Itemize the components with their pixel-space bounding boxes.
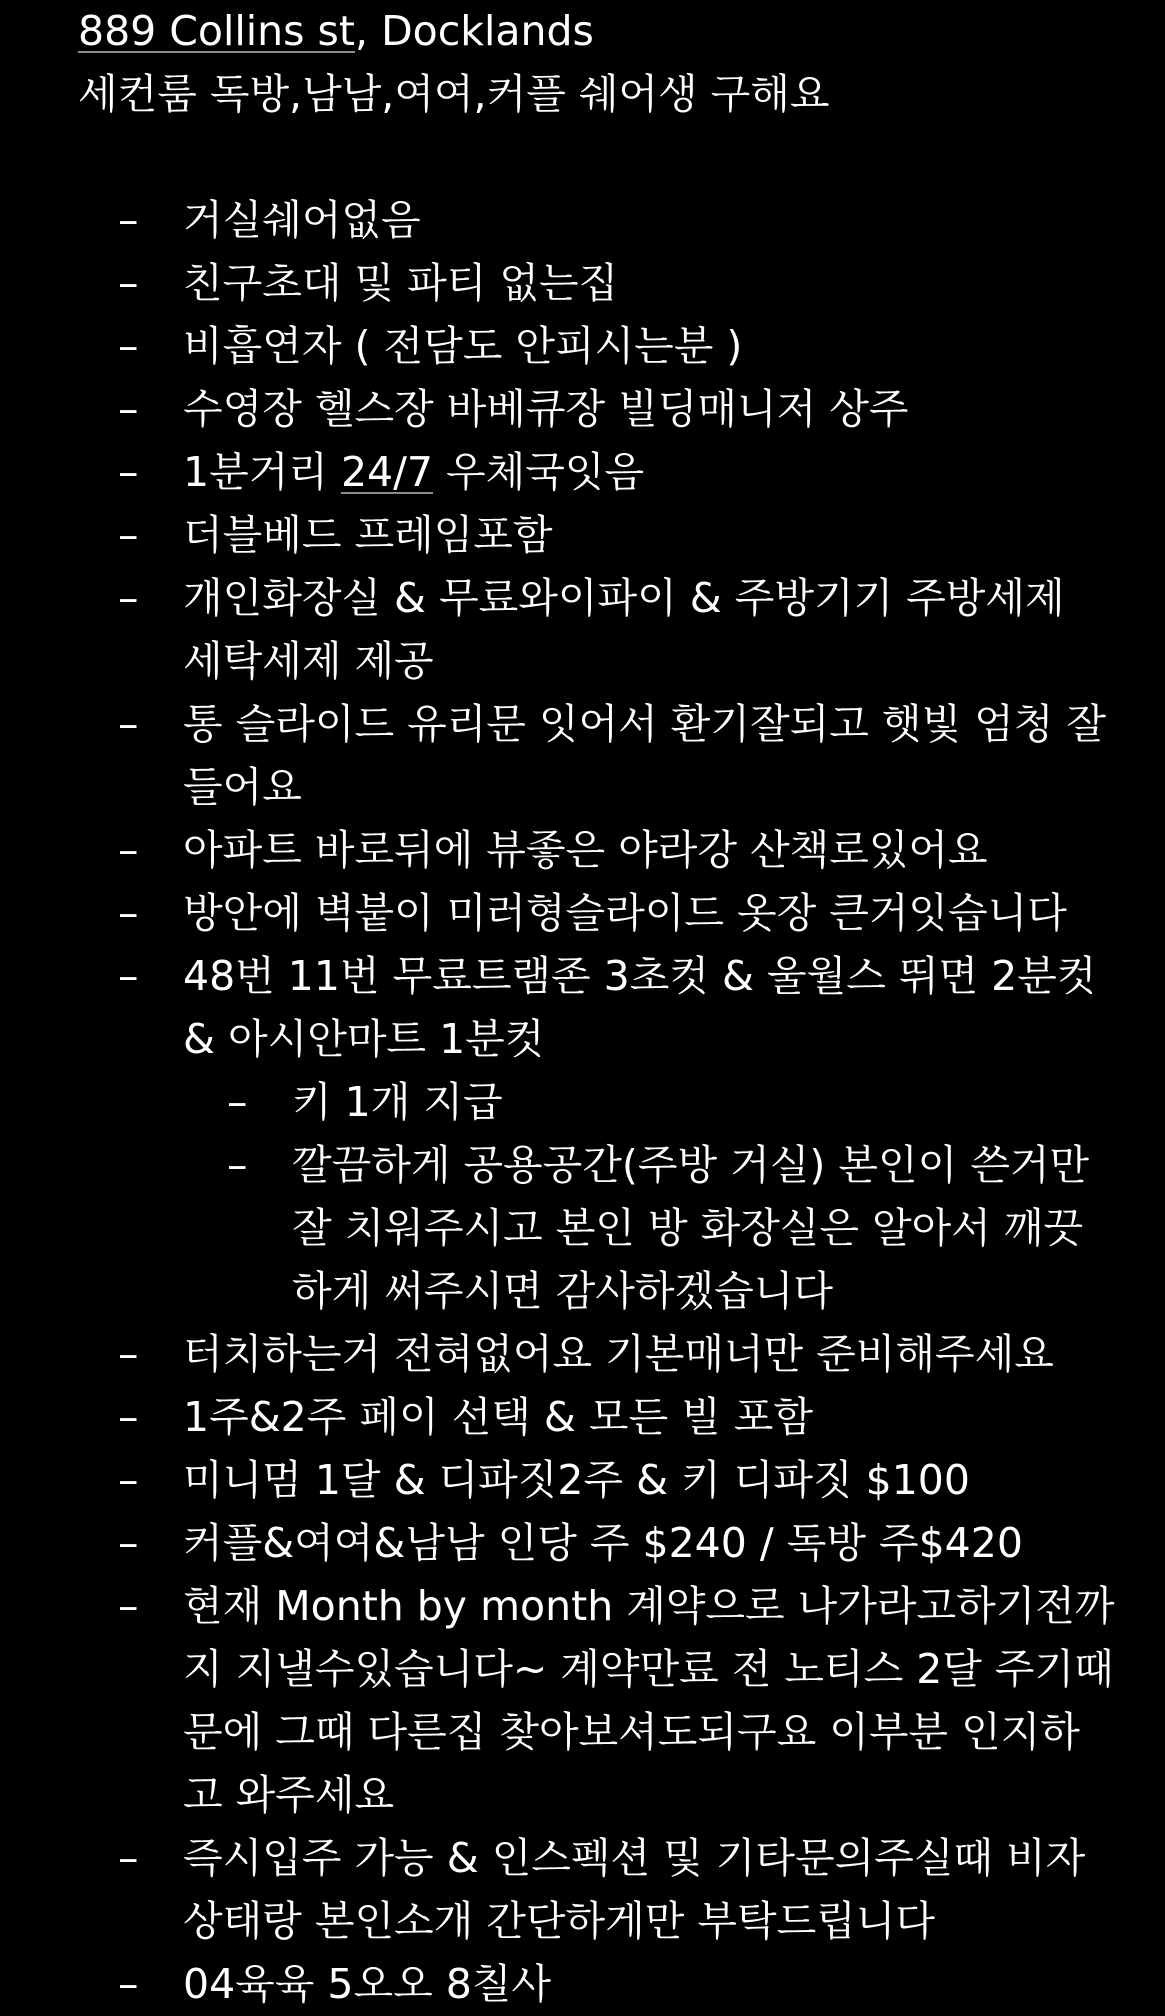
address-link[interactable]: 889 Collins st — [78, 7, 355, 55]
address-line — [78, 0, 1165, 63]
address-suburb: , Docklands — [355, 7, 594, 55]
list-subitem-key — [78, 1071, 1165, 1134]
list-item-text-post: 우체국잇음 — [433, 448, 645, 496]
list-item-text: 수영장 헬스장 바베큐장 빌딩매니저 상주 — [183, 385, 909, 433]
list-item-text: 키 1개 지급 — [292, 1078, 503, 1126]
dash-bullet: – — [118, 1834, 139, 1882]
dash-bullet: – — [118, 385, 139, 433]
list-item-text: 통 슬라이드 유리문 잇어서 환기잘되고 햇빛 엄청 잘들어요 — [183, 700, 1106, 811]
listing-subtitle: 세컨룸 독방,남남,여여,커플 쉐어생 구해요 — [78, 70, 830, 118]
list-item-text: 1주&2주 페이 선택 & 모든 빌 포함 — [183, 1393, 813, 1441]
dash-bullet: – — [118, 952, 139, 1000]
dash-bullet: – — [118, 1519, 139, 1567]
dash-bullet: – — [118, 322, 139, 370]
list-item-text: 깔끔하게 공용공간(주방 거실) 본인이 쓴거만 잘 치워주시고 본인 방 화장실은 알아서 깨끗하게 써주시면 감사하겠습니다 — [292, 1141, 1090, 1315]
list-item-move-in — [78, 1827, 1165, 1953]
list-item-manners — [78, 1323, 1165, 1386]
list-item-text: 방안에 벽붙이 미러형슬라이드 옷장 큰거잇습니다 — [183, 889, 1067, 937]
list-item-contact — [78, 1953, 1165, 2016]
dash-bullet: – — [118, 511, 139, 559]
list-item-no-parties — [78, 252, 1165, 315]
list-item-non-smoker — [78, 315, 1165, 378]
dash-bullet: – — [227, 1078, 248, 1126]
list-subitem-cleaning — [78, 1134, 1165, 1323]
list-item-text: 거실쉐어없음 — [183, 196, 421, 244]
list-item-text: 48번 11번 무료트램존 3초컷 & 울월스 뛰면 2분컷 & 아시안마트 1분컷 — [183, 952, 1097, 1063]
list-item-deposit — [78, 1449, 1165, 1512]
list-item-text: 아파트 바로뒤에 뷰좋은 야라강 산책로있어요 — [183, 826, 988, 874]
hours-link[interactable]: 24/7 — [340, 448, 434, 496]
dash-bullet: – — [118, 1330, 139, 1378]
dash-bullet: – — [118, 574, 139, 622]
list-item-double-bed — [78, 504, 1165, 567]
list-item-rent — [78, 1512, 1165, 1575]
dash-bullet: – — [118, 196, 139, 244]
list-item-no-living-share — [78, 189, 1165, 252]
list-item-facilities — [78, 378, 1165, 441]
dash-bullet: – — [118, 1393, 139, 1441]
list-item-text: 더블베드 프레임포함 — [183, 511, 553, 559]
list-item-post-office — [78, 441, 1165, 504]
list-item-text-pre: 1분거리 — [183, 448, 341, 496]
list-item-river-walk — [78, 819, 1165, 882]
list-item-text: 개인화장실 & 무료와이파이 & 주방기기 주방세제 세탁세제 제공 — [183, 574, 1065, 685]
dash-bullet: – — [118, 889, 139, 937]
list-item-text: 비흡연자 ( 전담도 안피시는분 ) — [183, 322, 743, 370]
dash-bullet: – — [118, 1960, 139, 2008]
list-item-sliding-door — [78, 693, 1165, 819]
dash-bullet: – — [118, 1582, 139, 1630]
list-item-text: 터치하는거 전혀없어요 기본매너만 준비해주세요 — [183, 1330, 1054, 1378]
list-item-contract — [78, 1575, 1165, 1827]
list-item-wardrobe — [78, 882, 1165, 945]
dash-bullet: – — [118, 259, 139, 307]
list-item-transport — [78, 945, 1165, 1071]
list-item-text: 친구초대 및 파티 없는집 — [183, 259, 619, 307]
list-item-text: 미니멈 1달 & 디파짓2주 & 키 디파짓 $100 — [183, 1456, 970, 1504]
dash-bullet: – — [118, 826, 139, 874]
dash-bullet: – — [118, 1456, 139, 1504]
details-list — [78, 189, 1165, 2016]
list-item-amenities — [78, 567, 1165, 693]
dash-bullet: – — [118, 700, 139, 748]
list-item-text: 즉시입주 가능 & 인스펙션 및 기타문의주실때 비자상태랑 본인소개 간단하게만 부탁드립니다 — [183, 1834, 1086, 1945]
list-item-payment — [78, 1386, 1165, 1449]
list-item-text: 현재 Month by month 계약으로 나가라고하기전까지 지낼수있습니다~ 계약만료 전 노티스 2달 주기때문에 그때 다른집 찾아보셔도되구요 이부분 인지하고 와주세요 — [183, 1582, 1115, 1819]
list-item-text: 커플&여여&남남 인당 주 $240 / 독방 주$420 — [183, 1519, 1023, 1567]
dash-bullet: – — [227, 1141, 248, 1189]
dash-bullet: – — [118, 448, 139, 496]
list-item-text: 04육육 5오오 8칠사 — [183, 1960, 552, 2008]
